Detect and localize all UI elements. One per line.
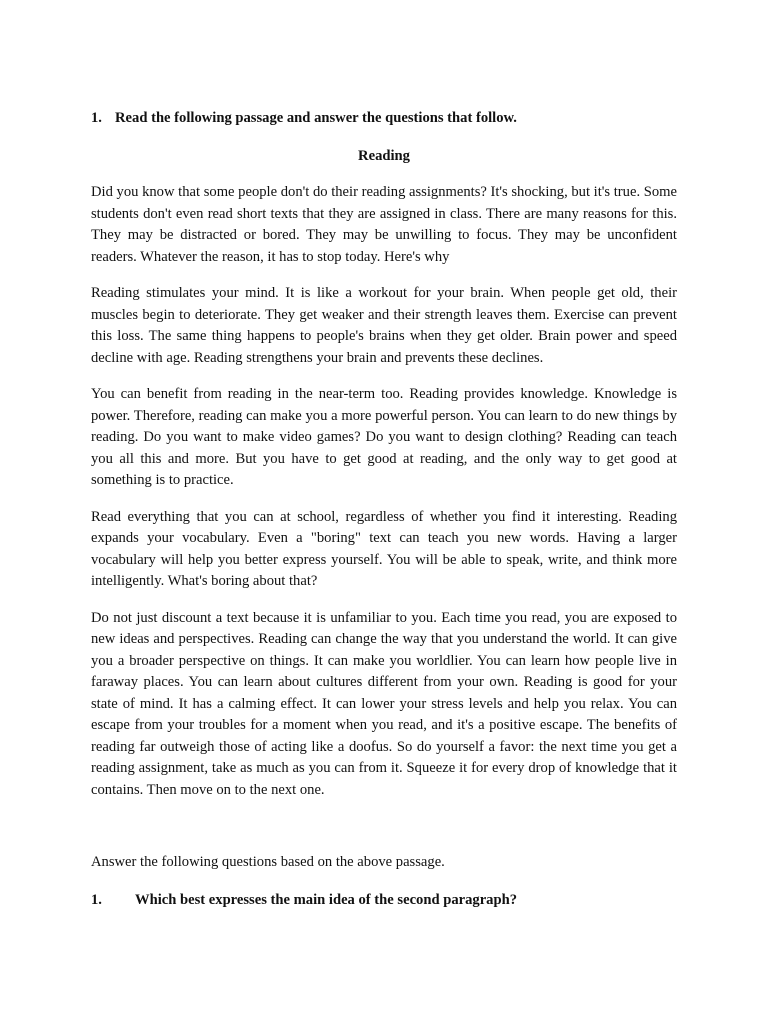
passage-paragraph-4: Read everything that you can at school, regardless of whether you find it interesting. Reading expands your vocabulary. Even a "boring" text can teach you new words. Having a larger vocabulary will help you better express yourself. You will be able to speak, write, and think more intelligently. What's boring about that?: [91, 508, 677, 589]
task-text: Read the following passage and answer the questions that follow.: [115, 110, 517, 126]
question-text: Which best expresses the main idea of the second paragraph?: [135, 892, 518, 908]
question-number: 1.: [91, 892, 102, 908]
passage-paragraph-3: You can benefit from reading in the near-term too. Reading provides knowledge. Knowledge is power. Therefore, reading can make you a more powerful person. You can learn to do new things by reading. Do you want to make video games? Do you want to design clothing? Reading can teach you all this and more. But you have to get good at reading, and the only way to get good at something is to practice.: [91, 386, 677, 488]
task-heading: [91, 108, 677, 128]
task-number: 1.: [91, 110, 102, 126]
questions-instructions: Answer the following questions based on the above passage.: [91, 854, 445, 870]
passage-title: Reading: [358, 148, 410, 164]
passage-paragraph-5: Do not just discount a text because it is unfamiliar to you. Each time you read, you are exposed to new ideas and perspectives. Reading can change the way that you understand the world. It can give you a broader perspective on things. It can make you worldlier. You can learn how people live in faraway places. You can learn about cultures different from your own. Reading is good for your state of mind. It has a calming effect. It can lower your stress levels and help you relax. You can escape from your troubles for a moment when you read, and it's a positive escape. The benefits of reading far outweigh those of acting like a doofus. So do yourself a favor: the next time you get a reading assignment, take as much as you can from it. Squeeze it for every drop of knowledge that it contains. Then move on to the next one.: [91, 609, 677, 798]
question-1: [91, 890, 677, 910]
passage-paragraph-2: Reading stimulates your mind. It is like a workout for your brain. When people get old, their muscles begin to deteriorate. They get weaker and their strength leaves them. Exercise can prevent this loss. The same thing happens to people's brains when they get older. Brain power and speed decline with age. Reading strengthens your brain and prevents these declines.: [91, 285, 677, 366]
passage-paragraph-1: Did you know that some people don't do their reading assignments? It's shocking, but it's true. Some students don't even read short texts that they are assigned in class. There are many reasons for this. They may be distracted or bored. They may be unwilling to focus. They may be unconfident readers. Whatever the reason, it has to stop today. Here's why: [91, 184, 677, 265]
document-body: [91, 108, 677, 910]
